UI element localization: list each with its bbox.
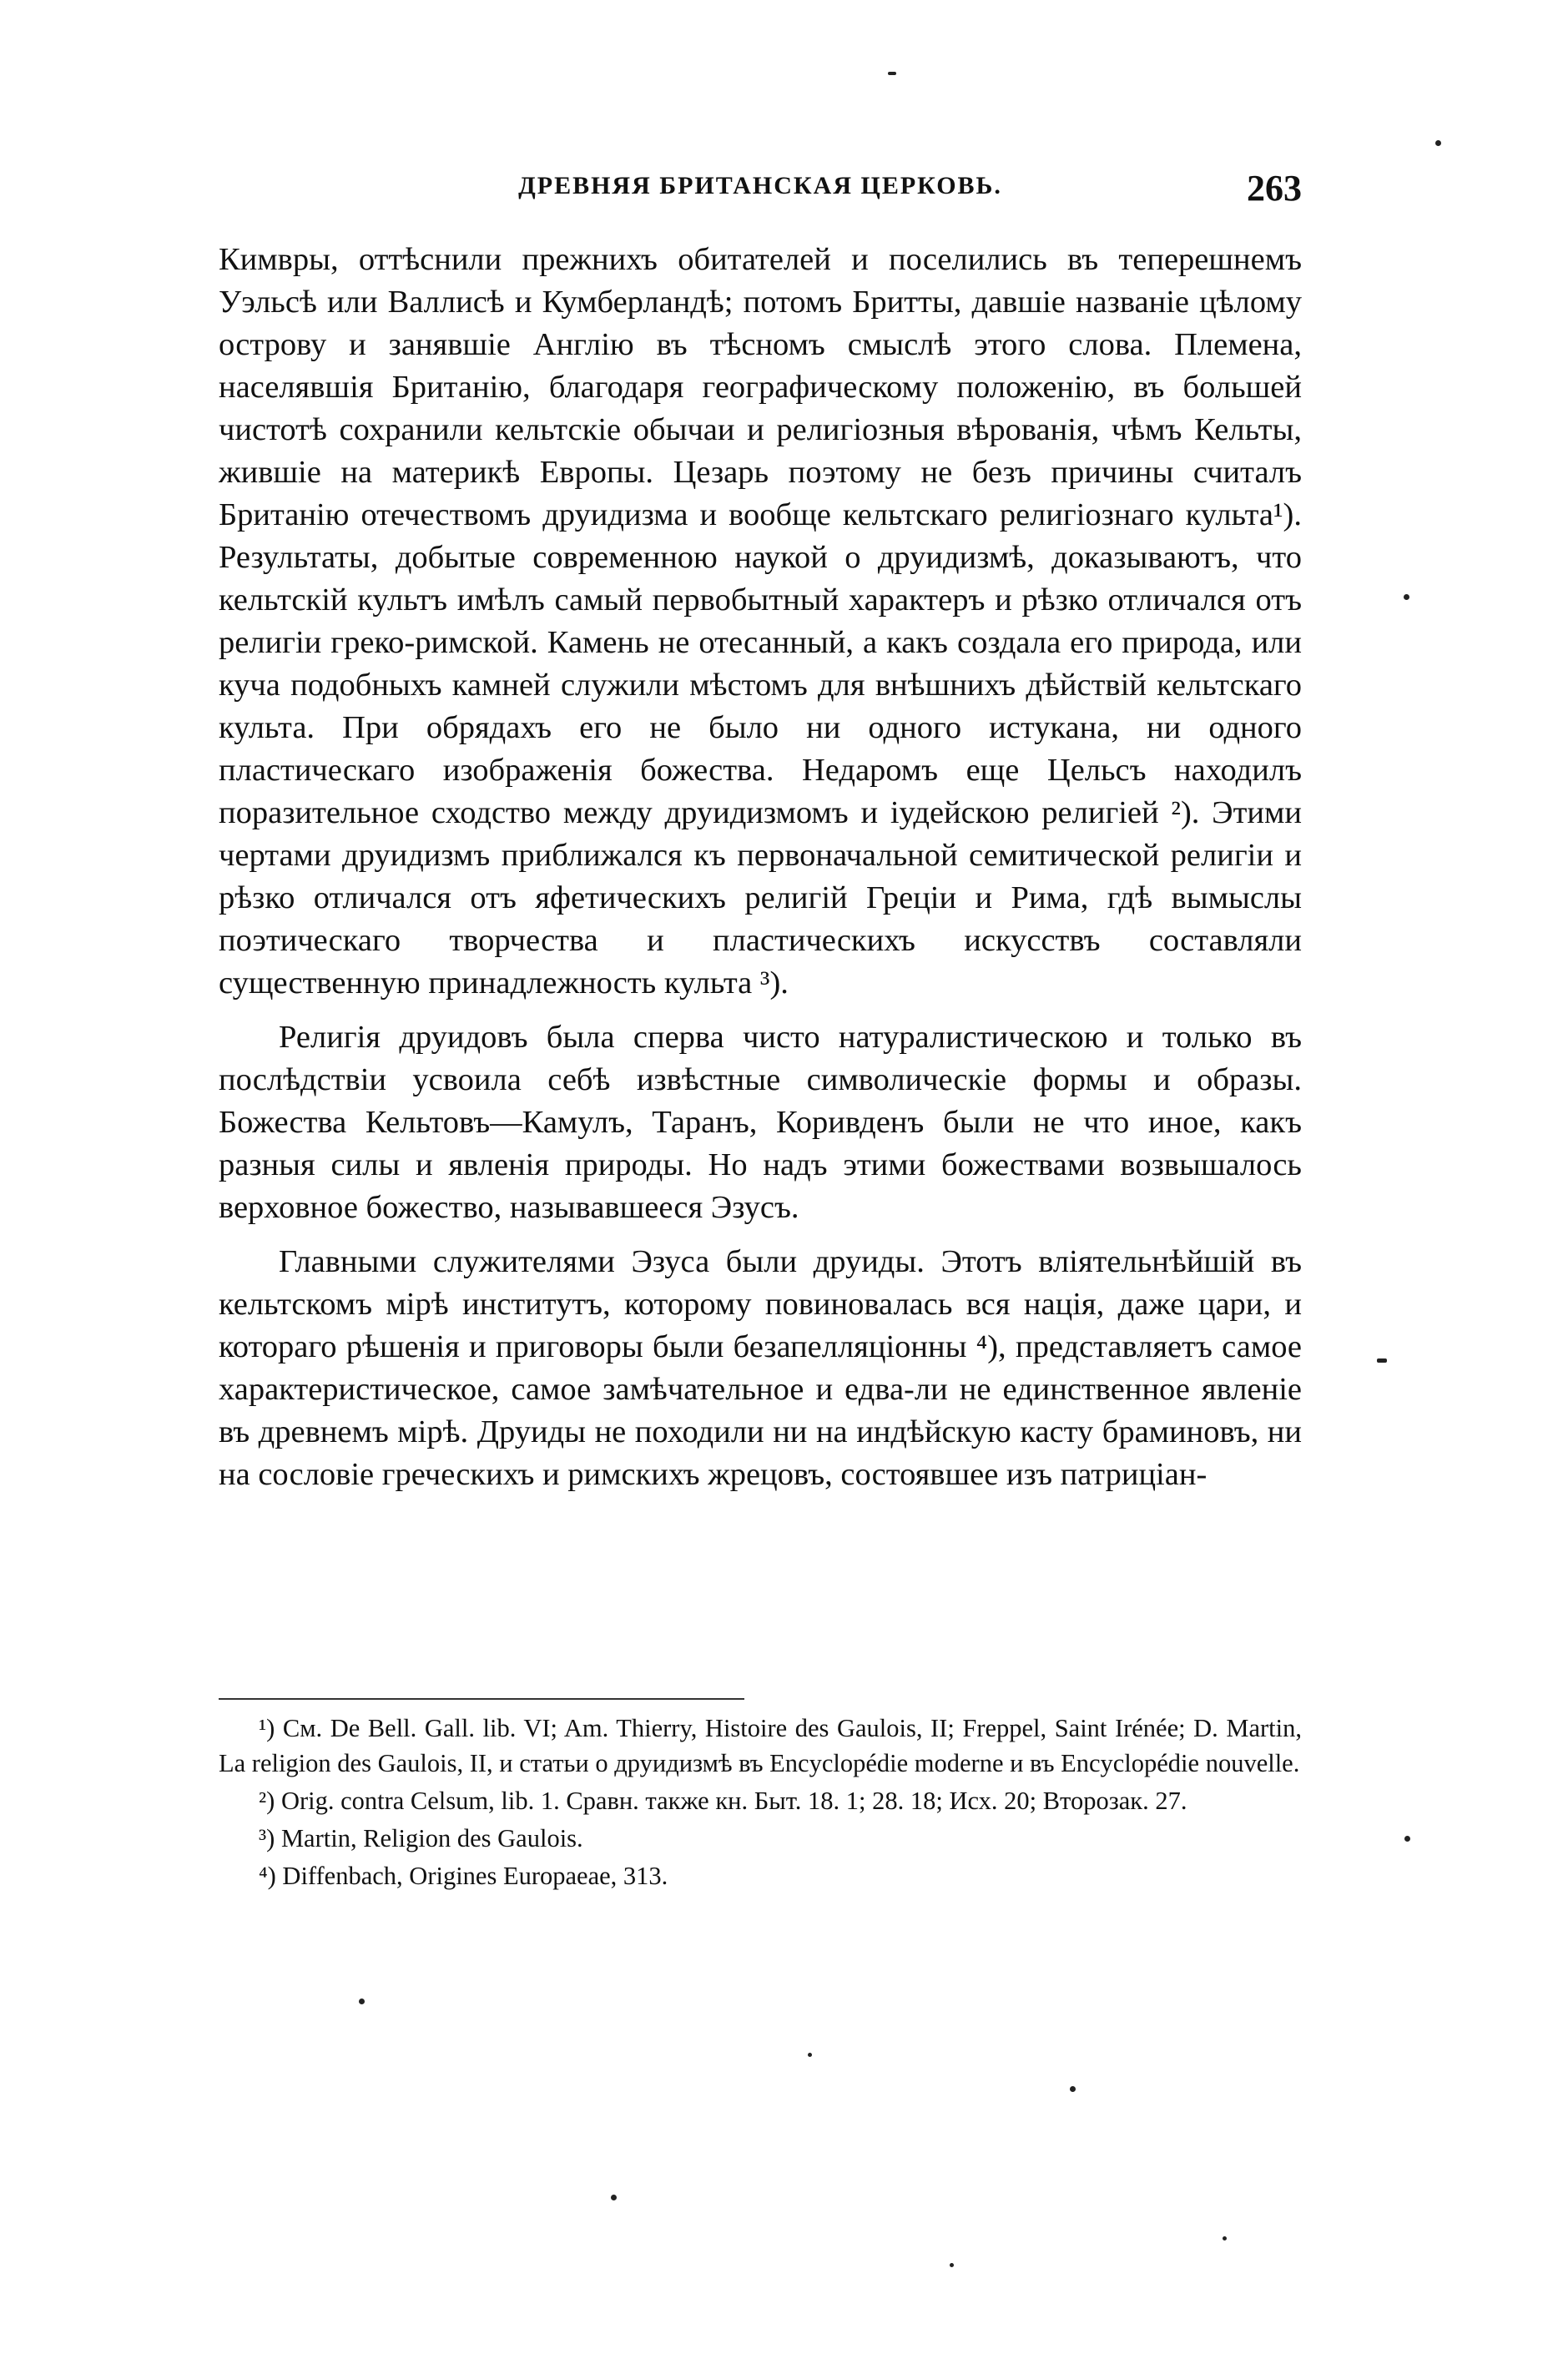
paragraph: Религія друидовъ была сперва чисто натуралистическою и только въ послѣдствіи усвоила себѣ извѣстные символическіе формы и образы. Божества Кельтовъ—Камулъ, Таранъ, Коривденъ были не что иное, какъ разныя силы и явленія природы. Но надъ этими божествами возвышалось верховное божество, называвшееся Эзусъ.: [219, 1020, 1302, 1225]
main-text: [219, 239, 1302, 1508]
scan-speck: [1435, 140, 1441, 146]
footnote-mark: ¹): [259, 1714, 275, 1742]
scan-speck: [1070, 2086, 1076, 2092]
footnote-mark: ³): [259, 1824, 275, 1852]
scan-speck: [950, 2263, 954, 2267]
footnote-text: Martin, Religion des Gaulois.: [280, 1824, 583, 1852]
footnotes: [219, 1711, 1302, 1896]
page-header: [219, 167, 1302, 217]
paragraph: Главными служителями Эзуса были друиды. Этотъ вліятельнѣйшій въ кельтскомъ мірѣ институтъ, которому повиновалась вся нація, даже цари, и котораго рѣшенія и приговоры были безапелляціонны ⁴), представляетъ самое характеристическое, самое замѣчательное и едва-ли не единственное явленіе въ древнемъ мірѣ. Друиды не походили ни на индѣйскую касту браминовъ, ни на сословіе греческихъ и римскихъ жрецовъ, состоявшее изъ патриціан-: [219, 1244, 1302, 1492]
scan-speck: [1377, 1358, 1387, 1363]
scan-speck: [1223, 2236, 1227, 2241]
footnote-text: См. De Bell. Gall. lib. VI; Am. Thierry, Histoire des Gaulois, II; Freppel, Saint Irénée; D. Martin, La religion des Gaulois, II, и статьи о друидизмѣ въ Encyclopédie moderne и въ Encyclopédie nouvelle.: [219, 1714, 1303, 1777]
running-title: ДРЕВНЯЯ БРИТАНСКАЯ ЦЕРКОВЬ.: [518, 172, 1002, 199]
scan-speck: [611, 2195, 617, 2200]
footnote: [219, 1821, 1302, 1856]
footnote-mark: ²): [259, 1787, 275, 1815]
scan-speck: [1404, 594, 1409, 600]
paragraph: Кимвры, оттѣснили прежнихъ обитателей и поселились въ теперешнемъ Уэльсѣ или Валлисѣ и Кумберландѣ; потомъ Бритты, давшіе названіе цѣлому острову и занявшіе Англію въ тѣсномъ смыслѣ этого слова. Племена, населявшія Британію, благодаря географическому положенію, въ большей чистотѣ сохранили кельтскіе обычаи и религіозныя вѣрованія, чѣмъ Кельты, жившіе на материкѣ Европы. Цезарь поэтому не безъ причины считалъ Британію отечествомъ друидизма и вообще кельтскаго религіознаго культа¹). Результаты, добытые современною наукой о друидизмѣ, доказываютъ, что кельтскій культъ имѣлъ самый первобытный характеръ и рѣзко отличался отъ религіи греко-римской. Камень не отесанный, а какъ создала его природа, или куча подобныхъ камней служили мѣстомъ для внѣшнихъ дѣйствій кельтскаго культа. При обрядахъ его не было ни одного истукана, ни одного пластическаго изображенія божества. Недаромъ еще Цельсъ находилъ поразительное сходство между друидизмомъ и іудейскою религіей ²). Этими чертами друидизмъ приближался къ первоначальной семитической религіи и рѣзко отличался отъ яфетическихъ религій Греціи и Рима, гдѣ вымыслы поэтическаго творчества и пластическихъ искусствъ составляли существенную принадлежность культа ³).: [219, 242, 1302, 1001]
scan-speck: [888, 72, 896, 75]
footnote: [219, 1783, 1302, 1818]
scan-speck: [1404, 1836, 1410, 1842]
page-number: 263: [1247, 168, 1302, 209]
footnote-text: Diffenbach, Origines Europaeae, 313.: [282, 1862, 668, 1890]
footnote-divider: [219, 1698, 744, 1700]
footnote-text: Orig. contra Celsum, lib. 1. Сравн. также кн. Быт. 18. 1; 28. 18; Исх. 20; Второзак. 27.: [280, 1787, 1187, 1815]
scan-speck: [359, 1999, 365, 2004]
footnote-mark: ⁴): [259, 1862, 276, 1890]
footnote: [219, 1711, 1302, 1781]
footnote: [219, 1858, 1302, 1893]
scan-speck: [808, 2053, 812, 2057]
